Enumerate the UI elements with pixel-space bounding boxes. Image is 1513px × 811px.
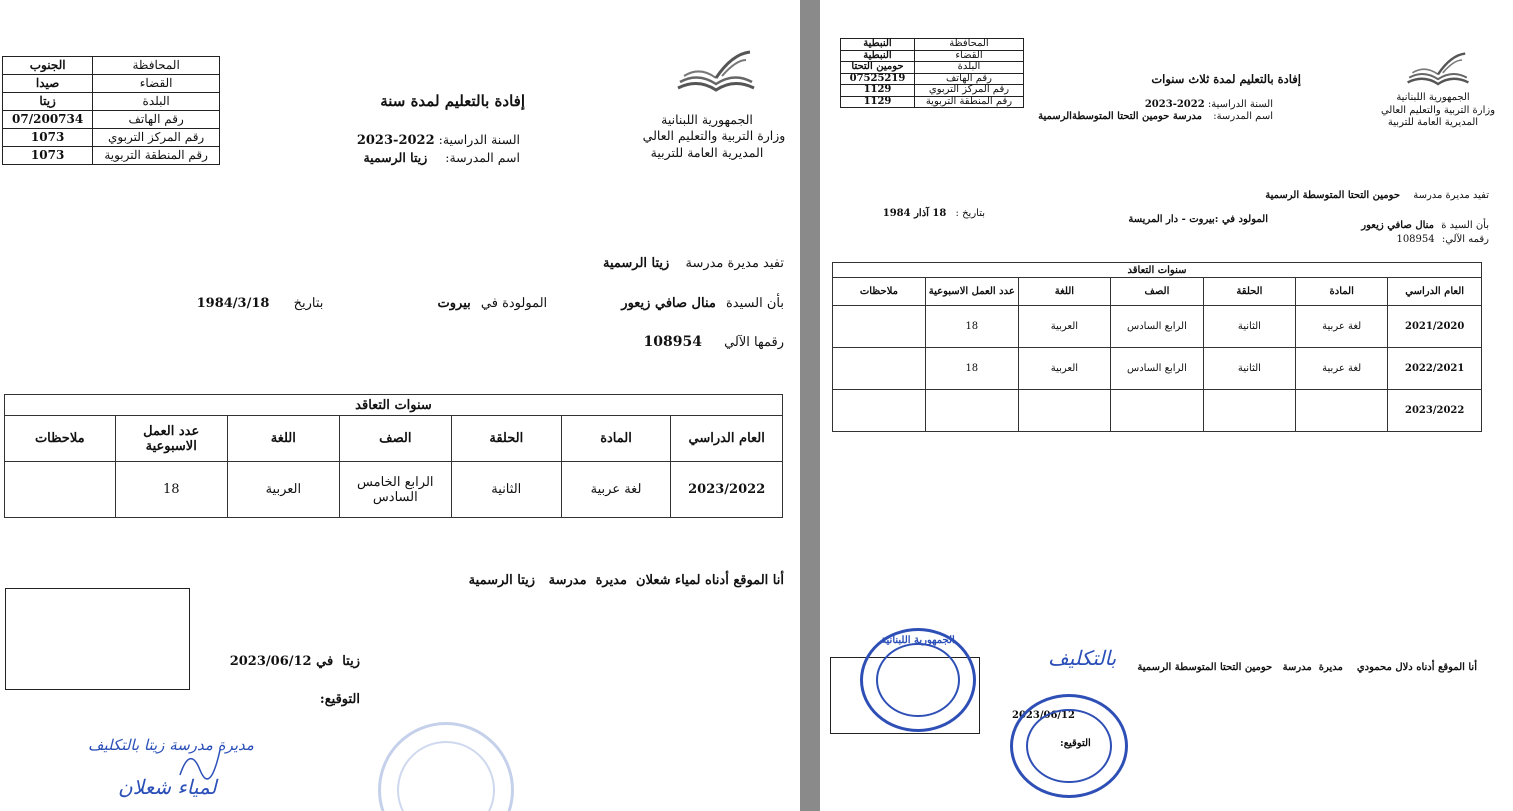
info-key: المحافظة	[93, 57, 220, 75]
info-value: النبطية	[841, 39, 915, 51]
photo-box	[5, 588, 190, 690]
birthplace-line: المولود في :بيروت - دار المريسة	[1128, 214, 1268, 225]
column-header: ملاحظات	[833, 278, 926, 306]
column-header: عدد العمل الاسبوعية	[925, 278, 1018, 306]
contract-years-table	[4, 394, 783, 518]
table-cell: العربية	[227, 462, 339, 518]
certificate-title: إفادة بالتعليم لمدة سنة	[380, 92, 525, 110]
table-cell: لغة عربية	[1296, 306, 1388, 348]
signer-statement: أنا الموقع أدناه لمياء شعلان مديرة مدرسة زيتا الرسمية	[468, 573, 784, 588]
info-row	[841, 96, 1024, 108]
table-cell: 18	[115, 462, 227, 518]
table-cell: الثانية	[451, 462, 561, 518]
place-date: زيتا في 2023/06/12	[229, 654, 360, 669]
statement-line-1-label: تفيد مديرة مدرسة	[1413, 190, 1489, 201]
republic-name: الجمهورية اللبنانية	[1396, 92, 1470, 103]
table-cell	[925, 390, 1018, 432]
info-value: صيدا	[3, 75, 93, 93]
table-cell: الثانية	[1203, 348, 1295, 390]
table-cell: 18	[925, 348, 1018, 390]
school-name-label: اسم المدرسة:	[1213, 111, 1273, 122]
table-cell: 2021/2020	[1388, 306, 1482, 348]
info-value: 07525219	[841, 73, 915, 85]
table-cell: لغة عربية	[561, 462, 671, 518]
info-row	[3, 75, 220, 93]
school-info-table	[840, 38, 1024, 108]
table-cell: الثانية	[1203, 306, 1295, 348]
table-cell: 2023/2022	[671, 462, 783, 518]
signature-label: التوقيع:	[1060, 738, 1091, 749]
handwritten-signature-name: لمياء شعلان	[118, 775, 217, 799]
info-value: 1073	[3, 147, 93, 165]
table-cell	[5, 462, 116, 518]
info-key: رقم الهاتف	[914, 73, 1023, 85]
signer-statement: أنا الموقع أدناه دلال محمودي مديرة مدرسة حومين التحتا المتوسطة الرسمية	[1137, 662, 1477, 673]
table-cell	[1296, 390, 1388, 432]
table-group-header: سنوات التعاقد	[833, 263, 1482, 278]
info-key: رقم المركز التربوي	[914, 85, 1023, 97]
table-cell: الرابع السادس	[1111, 348, 1204, 390]
table-cell: العربية	[1018, 348, 1110, 390]
handwritten-bilteklif: بالتكليف	[1048, 646, 1117, 670]
birthplace-label: المولودة في	[480, 296, 548, 311]
info-value: 1073	[3, 129, 93, 147]
info-row	[841, 85, 1024, 97]
table-row	[833, 348, 1482, 390]
place-date: 2023/06/12	[1012, 710, 1075, 721]
teacher-label: بأن السيد ة	[1441, 220, 1489, 231]
table-group-header: سنوات التعاقد	[5, 395, 783, 416]
column-header: المادة	[1296, 278, 1388, 306]
table-row	[5, 462, 783, 518]
column-header: عدد العمل الاسبوعية	[115, 416, 227, 462]
school-name-line	[363, 150, 520, 165]
table-row	[833, 390, 1482, 432]
ministry-name: وزارة التربية والتعليم العالي	[642, 128, 786, 144]
table-cell: 2023/2022	[1388, 390, 1482, 432]
info-key: البلدة	[93, 93, 220, 111]
table-cell	[1111, 390, 1204, 432]
column-header: الصف	[339, 416, 451, 462]
info-key: رقم الهاتف	[93, 111, 220, 129]
info-value: حومين التحتا	[841, 62, 915, 74]
info-key: المحافظة	[914, 39, 1023, 51]
info-row	[3, 57, 220, 75]
birthplace-value: بيروت	[437, 296, 471, 311]
employee-number-label: رقمها الآلي	[724, 335, 784, 350]
employee-number-value: 108954	[1396, 234, 1435, 245]
birthdate-value: 1984/3/18	[196, 296, 270, 311]
school-info-table	[2, 56, 220, 165]
statement-line-1	[1265, 190, 1489, 201]
school-year-value: 2022-2023	[356, 133, 435, 148]
employee-number-value: 108954	[643, 334, 702, 350]
school-year-line	[1145, 99, 1273, 110]
ministry-header	[632, 112, 786, 161]
statement-line-2-date	[883, 208, 985, 219]
table-cell: العربية	[1018, 306, 1110, 348]
info-row	[841, 62, 1024, 74]
signature-scribble-icon	[170, 740, 230, 780]
statement-line-1-label: تفيد مديرة مدرسة	[685, 256, 784, 271]
directorate-name: المديرية العامة للتربية	[1387, 117, 1479, 128]
statement-line-2	[124, 296, 784, 311]
ministry-header	[1373, 92, 1496, 130]
official-stamp-faded-icon	[378, 722, 514, 811]
statement-line-3	[1396, 234, 1489, 245]
info-key: رقم المركز التربوي	[93, 129, 220, 147]
column-header: العام الدراسي	[671, 416, 783, 462]
teacher-label: بأن السيدة	[726, 296, 784, 311]
column-header: الحلقة	[451, 416, 561, 462]
statement-line-2	[1361, 220, 1489, 231]
info-row	[3, 93, 220, 111]
column-header: اللغة	[1018, 278, 1110, 306]
info-value: 1129	[841, 96, 915, 108]
table-cell: لغة عربية	[1296, 348, 1388, 390]
signature-label: التوقيع:	[319, 692, 360, 707]
info-row	[3, 147, 220, 165]
table-cell: الرابع الخامس السادس	[339, 462, 451, 518]
school-year-label: السنة الدراسية:	[1207, 99, 1273, 110]
table-cell: الرابع السادس	[1111, 306, 1204, 348]
info-key: البلدة	[914, 62, 1023, 74]
school-name-value: زيتا الرسمية	[363, 150, 428, 165]
ministry-book-logo-icon	[672, 50, 760, 100]
directorate-name: المديرية العامة للتربية	[650, 144, 764, 160]
info-value: 07/200734	[3, 111, 93, 129]
table-row	[833, 306, 1482, 348]
info-key: القضاء	[914, 50, 1023, 62]
official-stamp-icon-2	[1010, 694, 1128, 798]
info-value: النبطية	[841, 50, 915, 62]
table-cell	[1203, 390, 1295, 432]
table-cell: 2022/2021	[1388, 348, 1482, 390]
info-row	[3, 111, 220, 129]
school-year-label: السنة الدراسية:	[438, 132, 520, 147]
statement-line-1-value: حومين التحتا المتوسطة الرسمية	[1265, 190, 1401, 201]
column-header: اللغة	[227, 416, 339, 462]
certificate-title: إفادة بالتعليم لمدة ثلاث سنوات	[1151, 72, 1301, 86]
info-key: القضاء	[93, 75, 220, 93]
contract-years-table	[832, 262, 1482, 432]
column-header: الحلقة	[1203, 278, 1295, 306]
info-value: زيتا	[3, 93, 93, 111]
info-value: الجنوب	[3, 57, 93, 75]
birthdate-label: بتاريخ	[293, 296, 324, 311]
teacher-name: منال صافي زيعور	[621, 296, 716, 311]
table-cell	[833, 306, 926, 348]
birthdate-label: بتاريخ :	[955, 208, 985, 219]
certificate-page-three-years	[820, 0, 1513, 811]
handwritten-signature-title: مديرة مدرسة زيتا بالتكليف	[88, 736, 254, 754]
info-row	[841, 39, 1024, 51]
info-row	[841, 73, 1024, 85]
republic-name: الجمهورية اللبنانية	[661, 112, 753, 127]
table-cell	[833, 348, 926, 390]
school-year-value: 2022-2023	[1144, 99, 1205, 110]
info-row	[3, 129, 220, 147]
table-cell: 18	[925, 306, 1018, 348]
employee-number-label: رقمه الآلي:	[1441, 234, 1489, 245]
statement-line-1	[603, 256, 784, 271]
info-value: 1129	[841, 85, 915, 97]
school-year-line	[357, 132, 520, 148]
column-header: ملاحظات	[5, 416, 116, 462]
ministry-book-logo-icon	[1402, 52, 1474, 92]
column-header: الصف	[1111, 278, 1204, 306]
stamp-text: الجمهورية اللبنانية	[881, 635, 955, 646]
birthdate-value: 18 آذار 1984	[882, 208, 947, 219]
info-row	[841, 50, 1024, 62]
column-header: العام الدراسي	[1388, 278, 1482, 306]
ministry-name: وزارة التربية والتعليم العالي	[1380, 104, 1496, 116]
school-name-value: مدرسة حومين التحتا المتوسطةالرسمية	[1038, 111, 1203, 122]
info-key: رقم المنطقة التربوية	[914, 96, 1023, 108]
statement-line-1-value: زيتا الرسمية	[602, 256, 670, 271]
teacher-name: منال صافي زيعور	[1361, 220, 1435, 231]
table-cell	[833, 390, 926, 432]
school-name-line	[1038, 111, 1273, 122]
statement-line-3	[643, 334, 784, 350]
official-stamp-icon	[860, 628, 976, 732]
school-name-label: اسم المدرسة:	[445, 150, 520, 165]
info-key: رقم المنطقة التربوية	[93, 147, 220, 165]
table-cell	[1018, 390, 1110, 432]
column-header: المادة	[561, 416, 671, 462]
